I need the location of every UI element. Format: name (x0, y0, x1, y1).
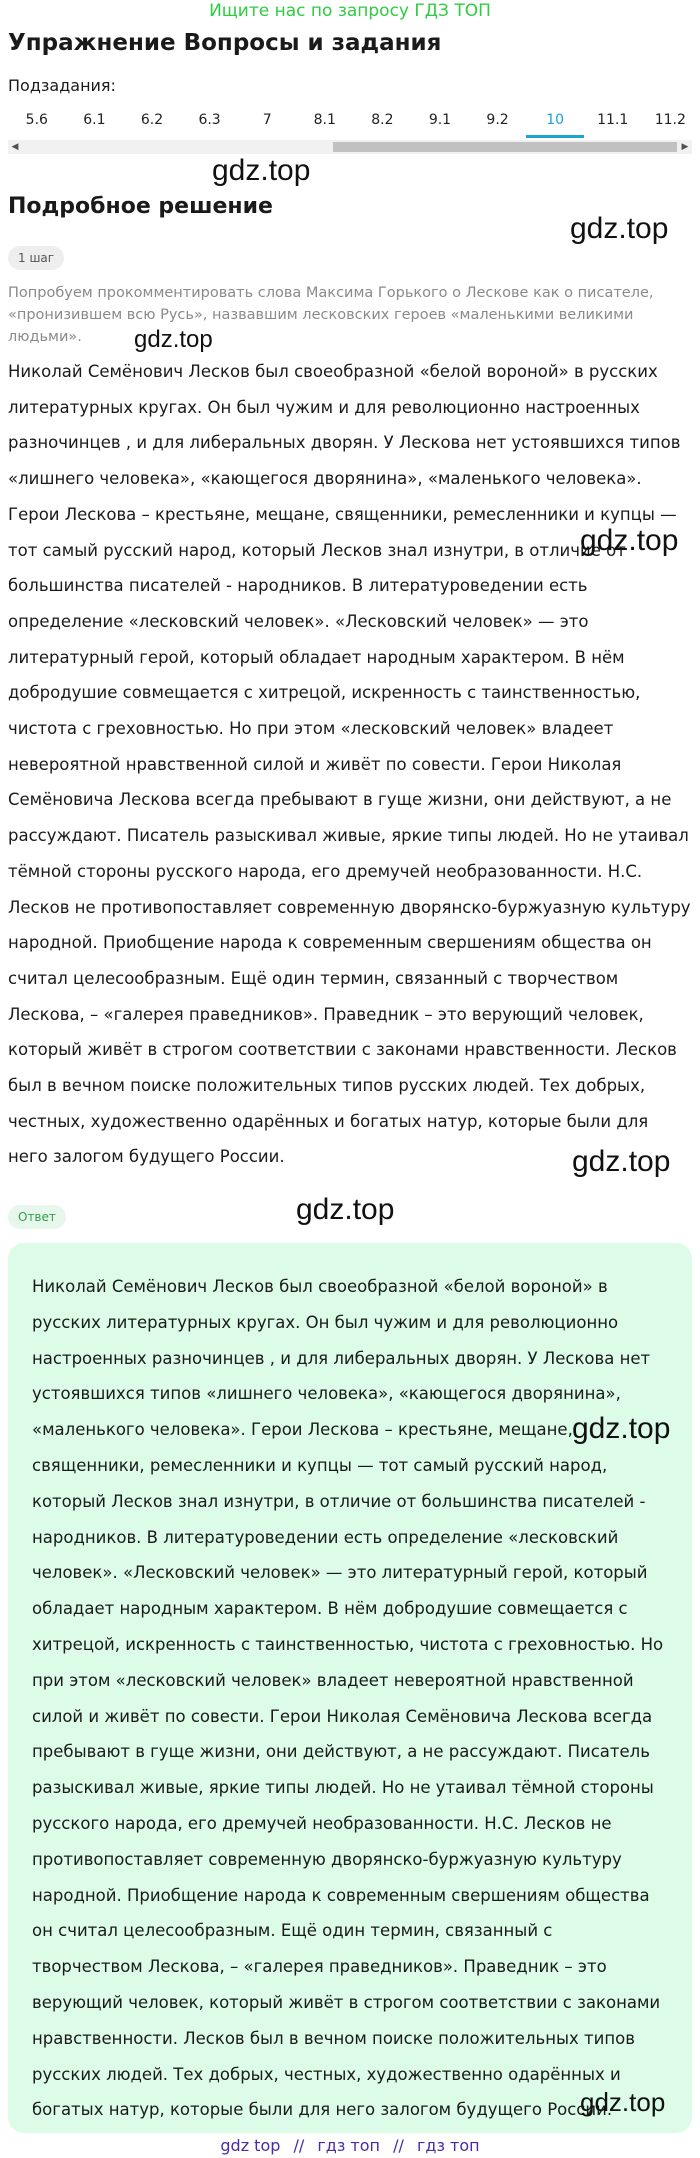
watermark: gdz.top (134, 326, 213, 353)
search-banner: Ищите нас по запросу ГДЗ ТОП (209, 1, 491, 21)
solution-hint: Попробуем прокомментировать слова Максима Горького о Лескове как о писателе, «пронизившем всю Русь», назвавшим лесковских героев «маленькими великими людьми». (8, 285, 654, 345)
solution-title: Подробное решение (8, 194, 273, 219)
page-title: Упражнение Вопросы и задания (8, 30, 442, 56)
step-badge: 1 шаг (8, 246, 64, 270)
tab-6-1[interactable]: 6.1 (83, 112, 106, 128)
triangle-right-icon[interactable]: ▶ (681, 142, 689, 152)
tab-5-6[interactable]: 5.6 (25, 112, 48, 128)
tabs-scrollbar[interactable] (8, 140, 692, 154)
footer-separator: // (293, 2136, 305, 2155)
subtask-tabs (8, 104, 692, 138)
footer-link-gdz-top-ru[interactable]: гдз топ (317, 2136, 380, 2155)
subtasks-label: Подзадания: (8, 76, 116, 95)
scrollbar-thumb[interactable] (333, 142, 677, 152)
tab-7[interactable]: 7 (262, 112, 272, 128)
footer-links (0, 2135, 700, 2157)
watermark: gdz.top (572, 1412, 671, 1445)
watermark: gdz.top (580, 524, 679, 557)
tab-9-2[interactable]: 9.2 (486, 112, 509, 128)
answer-box (8, 1243, 692, 2133)
watermark: gdz.top (296, 1193, 395, 1226)
footer-link-gdz-top[interactable]: gdz top (220, 2136, 281, 2155)
watermark: gdz.top (570, 212, 669, 245)
tab-11-2[interactable]: 11.2 (654, 112, 686, 128)
tab-6-2[interactable]: 6.2 (140, 112, 164, 128)
watermark: gdz.top (580, 2087, 666, 2117)
tab-10-active[interactable]: 10 (526, 104, 584, 138)
solution-text: Николай Семёнович Лесков был своеобразной «белой вороной» в русских литературных кругах. Он был чужим и для революционно настроенных разночинцев , и для либеральных дворян. У Лескова нет устоявшихся типов «лишнего человека», «кающегося дворянина», «маленького человека». Герои Лескова – крестьяне, мещане, священники, ремесленники и купцы — тот самый русский народ, который Лесков знал изнутри, в отличие от большинства писателей - народников. В литературоведении есть определение «лесковский человек». «Лесковский человек» — это литературный герой, который обладает народным характером. В нём добродушие совмещается с хитрецой, искренность с таинственностью, чистота с греховностью. Но при этом «лесковский человек» владеет невероятной нравственной силой и живёт по совести. Герои Николая Семёновича Лескова всегда пребывают в гуще жизни, они действуют, а не рассуждают. Писатель разыскивал живые, яркие типы людей. Но не утаивал тёмной стороны русского народа, его дремучей необразованности. Н.С. Лесков не противопоставляет современную дворянско-буржуазную культуру народной. Приобщение народа к современным свершениям общества он считал целесообразным. Ещё один термин, связанный с творчеством Лескова, – «галерея праведников». Праведник – это верующий человек, который живёт в строгом соответствии с законами нравственности. Лесков был в вечном поиске положительных типов русских людей. Тех добрых, честных, художественно одарённых и богатых натур, которые были для него залогом будущего России. (8, 362, 691, 1167)
watermark: gdz.top (212, 154, 311, 187)
tab-9-1[interactable]: 9.1 (428, 112, 452, 128)
footer-separator: // (393, 2136, 404, 2155)
tab-8-1[interactable]: 8.1 (313, 112, 336, 128)
tab-11-1[interactable]: 11.1 (597, 112, 629, 128)
answer-badge: Ответ (8, 1205, 66, 1229)
tab-8-2[interactable]: 8.2 (371, 112, 394, 128)
footer-link-gdz-top-ru-2[interactable]: гдз топ (416, 2136, 480, 2155)
watermark: gdz.top (572, 1145, 671, 1178)
tab-6-3[interactable]: 6.3 (198, 112, 221, 128)
answer-text: Николай Семёнович Лесков был своеобразной «белой вороной» в русских литературных кругах. Он был чужим и для революционно настроенных разночинцев , и для либеральных дворян. У Лескова нет устоявшихся типов «лишнего человека», «кающегося дворянина», «маленького человека». Герои Лескова – крестьяне, мещане, священники, ремесленники и купцы — тот самый русский народ, который Лесков знал изнутри, в отличие от большинства писателей - народников. В литературоведении есть определение «лесковский человек». «Лесковский человек» — это литературный герой, который обладает народным характером. В нём добродушие совмещается с хитрецой, искренность с таинственностью, чистота с греховностью. Но при этом «лесковский человек» владеет невероятной нравственной силой и живёт по совести. Герои Николая Семёновича Лескова всегда пребывают в гуще жизни, они действуют, а не рассуждают. Писатель разыскивал живые, яркие типы людей. Но не утаивал тёмной стороны русского народа, его дремучей необразованности. Н.С. Лесков не противопоставляет современную дворянско-буржуазную культуру народной. Приобщение народа к современным свершениям общества он считал целесообразным. Ещё один термин, связанный с творчеством Лескова, – «галерея праведников». Праведник – это верующий человек, который живёт в строгом соответствии с законами нравственности. Лесков был в вечном поиске положительных типов русских людей. Тех добрых, честных, художественно одарённых и богатых натур, которые были для него залогом будущего России. (32, 1277, 664, 2120)
triangle-left-icon[interactable]: ◀ (11, 142, 19, 152)
